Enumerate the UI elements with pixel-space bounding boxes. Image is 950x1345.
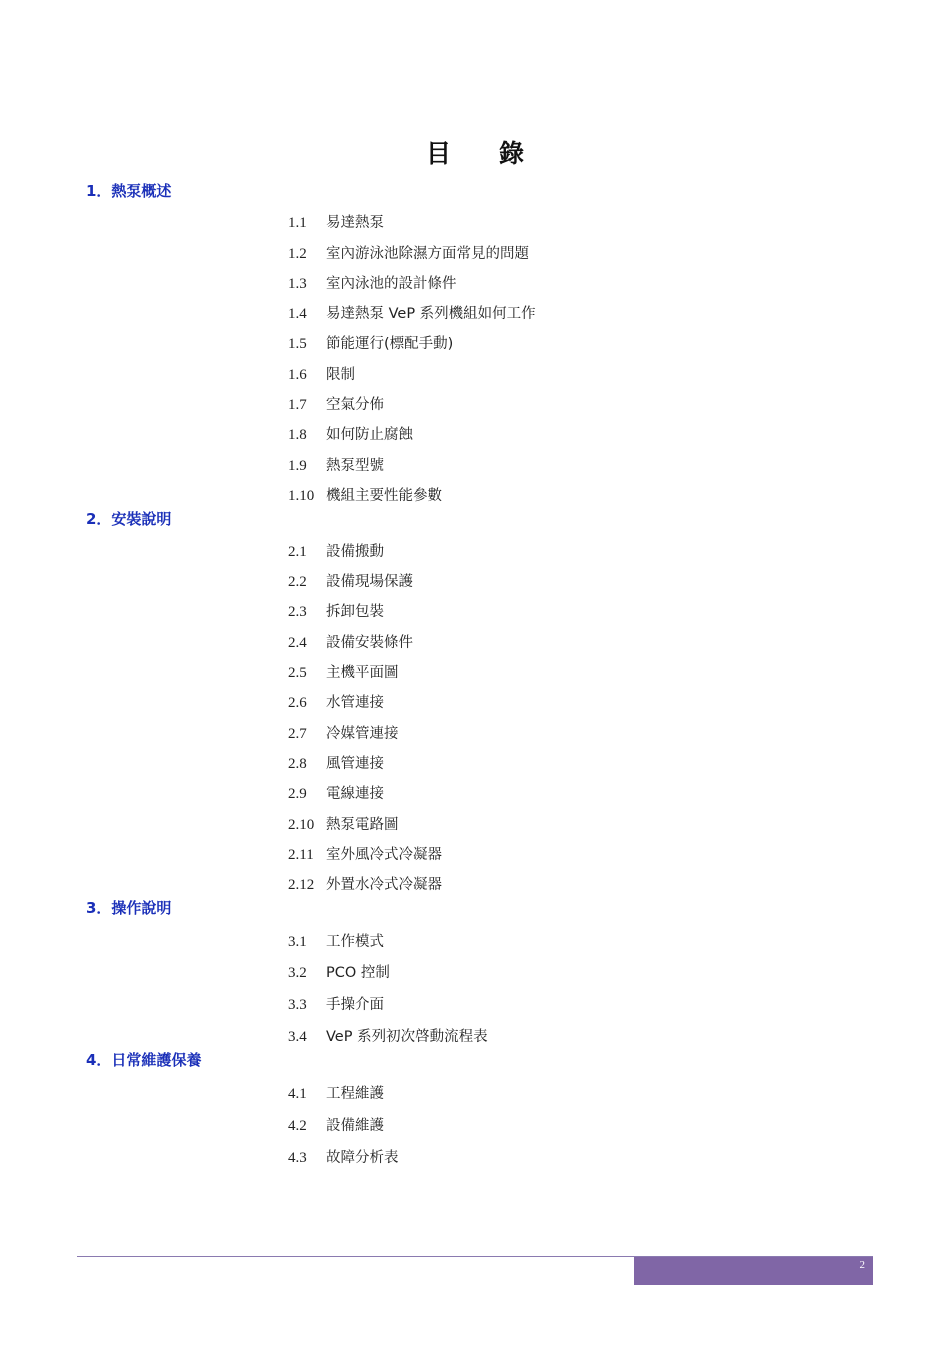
toc-item[interactable] xyxy=(288,782,384,803)
toc-item[interactable] xyxy=(288,570,413,591)
toc-item-label: 冷媒管連接 xyxy=(326,726,399,742)
toc-item[interactable] xyxy=(288,423,413,444)
toc-item-label: 限制 xyxy=(326,367,355,383)
toc-item[interactable] xyxy=(288,930,384,951)
section-heading-2: 2．安裝說明 xyxy=(86,510,172,528)
toc-item-number: 2.10 xyxy=(288,817,315,833)
toc-item-number: 2.3 xyxy=(288,604,307,620)
toc-item[interactable] xyxy=(288,873,442,894)
toc-item-number: 3.4 xyxy=(288,1029,307,1045)
toc-item-label: 室內泳池的設計條件 xyxy=(326,276,457,292)
toc-item-label: 室內游泳池除濕方面常見的問題 xyxy=(326,246,529,262)
toc-item-label: 節能運行(標配手動) xyxy=(326,336,454,352)
toc-item-label: 室外風冷式冷凝器 xyxy=(326,847,442,863)
toc-item-label: 工程維護 xyxy=(326,1086,384,1102)
toc-item-number: 4.1 xyxy=(288,1086,307,1102)
toc-item-number: 1.4 xyxy=(288,306,307,322)
toc-item-number: 2.8 xyxy=(288,756,307,772)
toc-item-label: 機組主要性能參數 xyxy=(326,488,442,504)
toc-item-number: 1.5 xyxy=(288,336,307,352)
toc-item-label: 熱泵電路圖 xyxy=(326,817,399,833)
toc-item-label: 空氣分佈 xyxy=(326,397,384,413)
toc-item-label: VeP 系列初次啓動流程表 xyxy=(326,1029,488,1045)
toc-item-label: 設備現場保護 xyxy=(326,574,413,590)
toc-item-label: 設備維護 xyxy=(326,1118,384,1134)
section-heading-4: 4．日常維護保養 xyxy=(86,1051,202,1069)
toc-item[interactable] xyxy=(288,242,529,263)
toc-item[interactable] xyxy=(288,843,442,864)
toc-item-number: 3.2 xyxy=(288,965,307,981)
toc-item-number: 1.1 xyxy=(288,215,307,231)
toc-item[interactable] xyxy=(288,961,390,982)
toc-item-number: 1.6 xyxy=(288,367,307,383)
toc-item[interactable] xyxy=(288,993,384,1014)
toc-item[interactable] xyxy=(288,691,384,712)
toc-item-label: 外置水冷式冷凝器 xyxy=(326,877,442,893)
toc-item-label: 手操介面 xyxy=(326,997,384,1013)
toc-item-number: 1.7 xyxy=(288,397,307,413)
toc-item-number: 2.4 xyxy=(288,635,307,651)
toc-item-number: 2.12 xyxy=(288,877,315,893)
toc-item-label: 拆卸包裝 xyxy=(326,604,384,620)
toc-item[interactable] xyxy=(288,302,536,323)
toc-item-number: 2.11 xyxy=(288,847,314,863)
toc-item-label: 如何防止腐蝕 xyxy=(326,427,413,443)
toc-item-label: 設備安裝條件 xyxy=(326,635,413,651)
toc-item-number: 2.9 xyxy=(288,786,307,802)
toc-item-number: 1.9 xyxy=(288,458,307,474)
toc-item-number: 4.3 xyxy=(288,1150,307,1166)
toc-item-number: 2.6 xyxy=(288,695,307,711)
toc-item-number: 2.2 xyxy=(288,574,307,590)
toc-item-number: 3.3 xyxy=(288,997,307,1013)
toc-item[interactable] xyxy=(288,1025,488,1046)
footer-bar xyxy=(634,1257,873,1285)
toc-item[interactable] xyxy=(288,540,384,561)
toc-item-number: 4.2 xyxy=(288,1118,307,1134)
toc-item[interactable] xyxy=(288,454,384,475)
toc-item-label: 設備搬動 xyxy=(326,544,384,560)
toc-item[interactable] xyxy=(288,752,384,773)
toc-item-label: 水管連接 xyxy=(326,695,384,711)
toc-item-number: 1.10 xyxy=(288,488,315,504)
toc-item[interactable] xyxy=(288,363,355,384)
toc-item-label: 熱泵型號 xyxy=(326,458,384,474)
toc-item[interactable] xyxy=(288,600,384,621)
toc-item-number: 1.3 xyxy=(288,276,307,292)
toc-item-label: 風管連接 xyxy=(326,756,384,772)
toc-item[interactable] xyxy=(288,661,399,682)
toc-item-number: 2.5 xyxy=(288,665,307,681)
toc-item[interactable] xyxy=(288,332,453,353)
toc-item-label: 故障分析表 xyxy=(326,1150,399,1166)
toc-item-number: 2.7 xyxy=(288,726,307,742)
toc-item-label: 易達熱泵 VeP 系列機組如何工作 xyxy=(326,306,536,322)
toc-item[interactable] xyxy=(288,631,413,652)
toc-item[interactable] xyxy=(288,393,384,414)
toc-item[interactable] xyxy=(288,1114,384,1135)
toc-item-number: 1.8 xyxy=(288,427,307,443)
toc-item[interactable] xyxy=(288,272,457,293)
toc-item-number: 2.1 xyxy=(288,544,307,560)
toc-item-label: 易達熱泵 xyxy=(326,215,384,231)
section-heading-3: 3．操作說明 xyxy=(86,899,172,917)
toc-item[interactable] xyxy=(288,1146,399,1167)
toc-item[interactable] xyxy=(288,484,442,505)
toc-item-number: 3.1 xyxy=(288,934,307,950)
toc-item[interactable] xyxy=(288,1082,384,1103)
section-heading-1: 1．熱泵概述 xyxy=(86,182,172,200)
toc-item-number: 1.2 xyxy=(288,246,307,262)
toc-item[interactable] xyxy=(288,211,384,232)
toc-item-label: PCO 控制 xyxy=(326,965,390,981)
toc-item[interactable] xyxy=(288,813,399,834)
toc-item[interactable] xyxy=(288,722,399,743)
page-number: 2 xyxy=(859,1259,865,1271)
toc-item-label: 電線連接 xyxy=(326,786,384,802)
toc-item-label: 主機平面圖 xyxy=(326,665,399,681)
page-title: 目錄 xyxy=(425,139,572,168)
toc-item-label: 工作模式 xyxy=(326,934,384,950)
